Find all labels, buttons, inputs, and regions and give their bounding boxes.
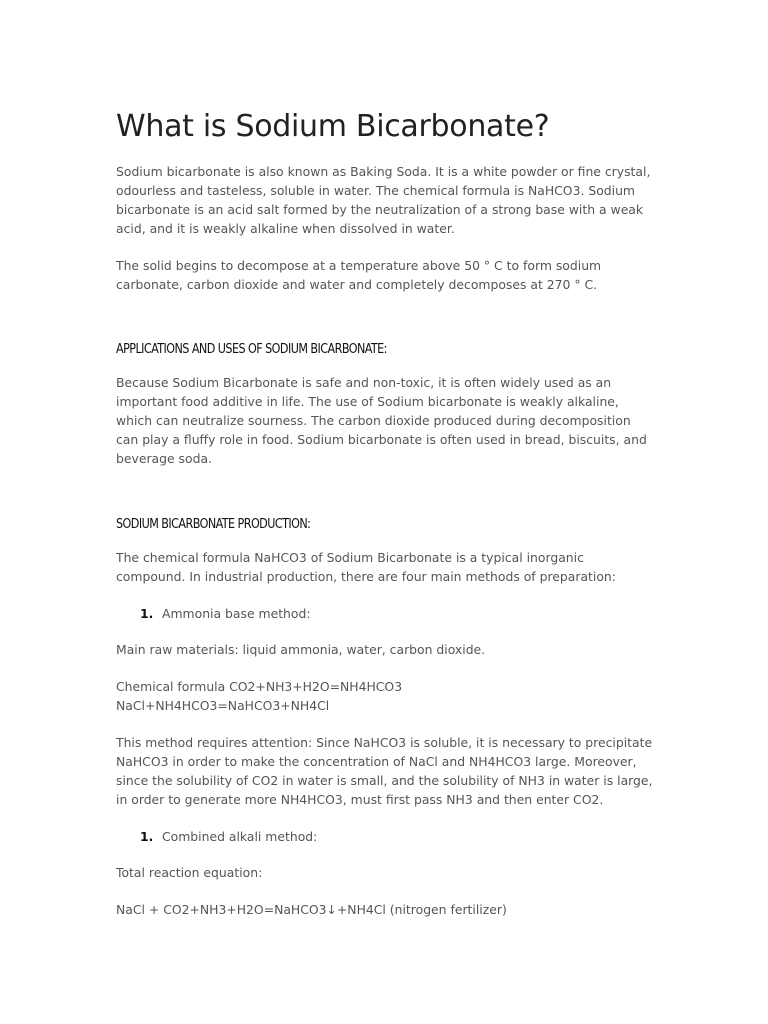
list-item [140, 604, 654, 623]
method-label: Combined alkali method: [162, 829, 318, 844]
reaction-equation: NaCl + CO2+NH3+H2O=NaHCO3↓+NH4Cl (nitrogen fertilizer) [116, 902, 507, 917]
production-heading: SODIUM BICARBONATE PRODUCTION: [116, 516, 311, 532]
intro-paragraph-1: Sodium bicarbonate is also known as Baking Soda. It is a white powder or fine crystal, odourless and tasteless, soluble in water. The chemical formula is NaHCO3. Sodium bicarbonate is an acid salt formed by the neutralization of a strong base with a weak acid, and it is weakly alkaline when dissolved in water. [116, 164, 651, 236]
applications-paragraph: Because Sodium Bicarbonate is safe and non-toxic, it is often widely used as an important food additive in life. The use of Sodium bicarbonate is weakly alkaline, which can neutralize sourness. The carbon dioxide produced during decomposition can play a fluffy role in food. Sodium bicarbonate is often used in bread, biscuits, and beverage soda. [116, 375, 647, 466]
method-note-paragraph: This method requires attention: Since NaHCO3 is soluble, it is necessary to precipitate NaHCO3 in order to make the concentration of NaCl and NH4HCO3 large. Moreover, since the solubility of CO2 in water is small, and the solubility of NH3 in water is large, in order to generate more NH4HCO3, must first pass NH3 and then enter CO2. [116, 735, 653, 807]
formula-line: Chemical formula CO2+NH3+H2O=NH4HCO3 [116, 679, 403, 694]
applications-heading: APPLICATIONS AND USES OF SODIUM BICARBONATE: [116, 341, 387, 357]
method-list-combined-alkali [116, 827, 654, 846]
total-reaction-label: Total reaction equation: [116, 865, 263, 880]
production-paragraph: The chemical formula NaHCO3 of Sodium Bicarbonate is a typical inorganic compound. In industrial production, there are four main methods of preparation: [116, 550, 616, 584]
formula-line: NaCl+NH4HCO3=NaHCO3+NH4Cl [116, 698, 330, 713]
raw-materials-text: Main raw materials: liquid ammonia, water, carbon dioxide. [116, 642, 486, 657]
chemical-formula-block [116, 677, 654, 715]
list-number: 1. [140, 606, 154, 621]
list-item [140, 827, 654, 846]
intro-paragraph-2: The solid begins to decompose at a temperature above 50 ° C to form sodium carbonate, carbon dioxide and water and completely decomposes at 270 ° C. [116, 258, 602, 292]
page-title: What is Sodium Bicarbonate? [116, 109, 550, 144]
list-number: 1. [140, 829, 154, 844]
method-list-ammonia [116, 604, 654, 623]
method-label: Ammonia base method: [162, 606, 311, 621]
